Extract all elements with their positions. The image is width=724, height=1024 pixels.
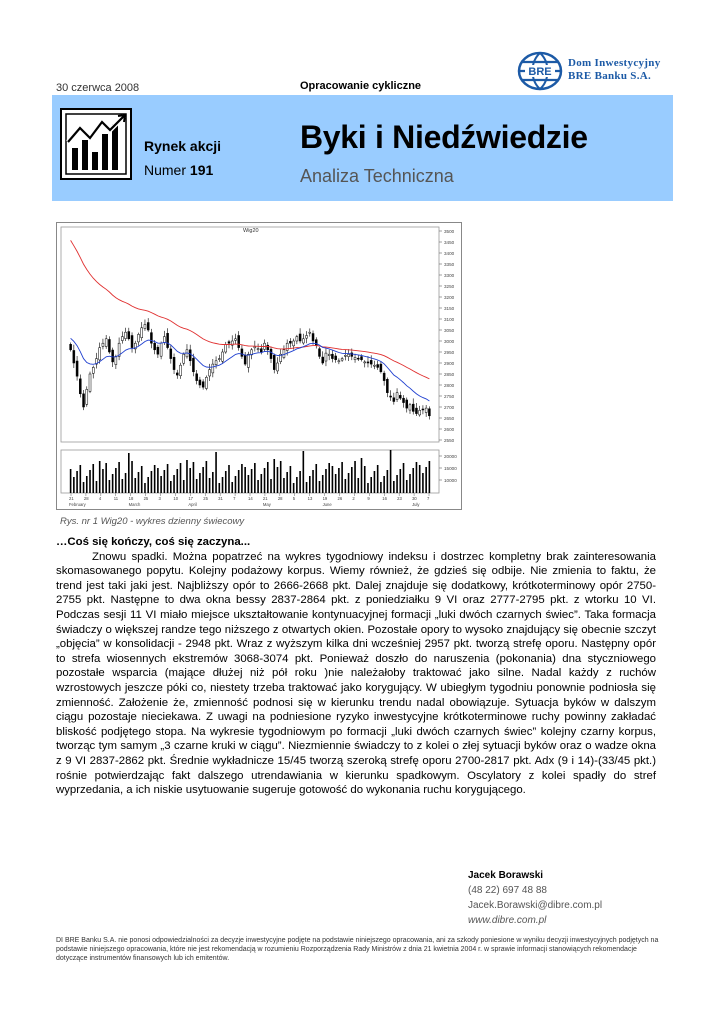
author-phone: (48 22) 697 48 88: [468, 885, 547, 896]
candle-body: [425, 408, 427, 412]
candle-body: [260, 349, 262, 352]
candle-body: [296, 337, 298, 341]
x-day-label: 18: [128, 496, 134, 501]
document-type: Opracowanie cykliczne: [300, 80, 422, 92]
candle-body: [115, 356, 117, 364]
candle-body: [99, 348, 101, 360]
candle-body: [276, 363, 278, 371]
price-tick-label: 2650: [444, 415, 455, 421]
candle-body: [202, 382, 204, 388]
price-tick-label: 3050: [444, 327, 455, 333]
candle-body: [157, 347, 159, 354]
candle-body: [415, 408, 417, 414]
candle-body: [238, 336, 240, 348]
candle-body: [312, 334, 314, 341]
candle-body: [125, 332, 127, 338]
issue-value: 191: [189, 162, 214, 178]
report-title: Byki i Niedźwiedzie: [300, 119, 588, 155]
author-name: Jacek Borawski: [468, 870, 544, 881]
title-banner: [52, 95, 673, 201]
x-day-label: 28: [83, 496, 89, 501]
candle-body: [390, 396, 392, 397]
author-email[interactable]: Jacek.Borawski@dibre.com.pl: [468, 900, 603, 911]
candle-body: [293, 341, 295, 346]
candle-body: [160, 343, 162, 356]
x-day-label: 17: [188, 496, 194, 501]
candle-body: [173, 357, 175, 369]
x-day-label: 16: [382, 496, 387, 501]
candle-body: [218, 359, 220, 360]
candle-body: [289, 341, 291, 343]
article-body: Znowu spadki. Można popatrzeć na wykres tygodniowy indeksu i dostrzec kompletny brak zainteresowania skomasowanego popytu. Kolejny podażowy korpus. Wiemy również, że gdzieś się odbije. Nie zmienia to faktu, że trend jest taki jaki jest. Najbliższy opór to 2666-2668 pkt. Dalej znajduje się dodatkowy, krótkoterminowy opór 2750-2755 pkt. Następne to dwa okna bessy 2837-2864 pkt. z poniedziałku 9 VI oraz 2777-2795 pkt. z wtorku 10 VI. Podczas sesji 11 VI miało miejsce ukształtowanie kontynuacyjnej formacji „luki dwóch czarnych świec”. Taka formacja świadczy o większej randze tego niższego z otwartych okien. Pozostałe opory to wysoko znajdujący się obecnie szczyt „objęcia” w konsolidacji - 2948 pkt. Wraz z wyższym kilka dni wcześniej 2957 pkt. tworzą strefę oporu. Następny opór to strefa wiosennych ekstremów 3068-3074 pkt. Ponieważ doszło do naruszenia (pokonania) dna styczniowego pozostałe wsparcia (mające dłużej niż pół roku )nie należałoby traktować jako silne. Nadal każdy z ruchów wzrostowych jeszcze póki co, niestety trzeba traktować jako korygujący. W ubiegłym tygodniu ponownie podniosła się zmienność. Założenie że, zmienność podnosi się w kierunku trendu nadal obowiązuje. Sytuacja byków w dalszym ciągu pozostaje nieciekawa. Z uwagi na podniesione ryzyko inwestycyjne krótkoterminowe ruchy powinny zakładać bliskość podjętego stopa. Na wykresie tygodniowym po formacji „luki dwóch czarnych świec” kolejny czarny korpus, tworząc tym samym „3 czarne kruki w ciągu”. Niezmiennie świadczy to z kolei o złej sytuacji byków oraz o wadze okna z 9 VI 2837-2862 pkt. Średnie wykładnicze 15/45 tworzą szeroką strefę oporu 2700-2817 pkt. Adx (9 i 14)-(33/45 pkt.) rośnie potwierdzając fakt dalszego utrendawiania w kierunku spadkowym. Oscylatory z kolei spadły do stref wyprzedania, a ich niskie usytuowanie sugeruje gotowość do wykonania ruchu korygującego.: [56, 550, 656, 797]
candle-body: [357, 358, 359, 359]
x-day-label: 4: [98, 496, 102, 501]
price-tick-label: 3200: [444, 294, 455, 300]
author-block: [468, 868, 602, 928]
ema-long-line: [71, 240, 430, 379]
candlestick-chart: [57, 223, 461, 509]
candle-body: [373, 365, 375, 366]
candle-body: [83, 394, 85, 407]
price-tick-label: 2800: [444, 382, 455, 388]
x-month-label: June: [322, 502, 332, 507]
candle-body: [131, 336, 133, 348]
candle-body: [299, 334, 301, 341]
candle-body: [137, 334, 139, 341]
ema-short-line: [71, 338, 430, 401]
candle-body: [318, 349, 320, 357]
x-day-label: 7: [233, 496, 236, 501]
brand-line-2: BRE Banku S.A.: [568, 70, 652, 82]
candle-body: [309, 332, 311, 333]
legal-disclaimer: DI BRE Banku S.A. nie ponosi odpowiedzialności za decyzje inwestycyjne podjęte na podstawie niniejszego opracowania, ani za szkody poniesione w wyniku decyzji inwestycyjnych podjętych na podstawie niniejszego opracowania, które nie jest rekomendacją w rozumieniu Rozporządzenia Rady Ministrów z dnia 21 kwietnia 2004 r. w sprawie informacji stanowiących rekomendacje dotyczące instrumentów finansowych lub ich emitentów.: [56, 937, 659, 962]
candle-body: [112, 350, 114, 362]
candle-body: [180, 365, 182, 376]
article-heading: …Coś się kończy, coś się zaczyna...: [56, 536, 251, 548]
x-day-label: 19: [322, 496, 328, 501]
candle-body: [428, 409, 430, 416]
brand-mark: BRE: [528, 66, 552, 78]
volume-tick-label: 15000: [444, 465, 457, 471]
candle-body: [306, 336, 308, 339]
candle-body: [325, 353, 327, 361]
price-tick-label: 3400: [444, 250, 455, 256]
candle-body: [354, 358, 356, 360]
candle-body: [199, 380, 201, 385]
candle-body: [89, 374, 91, 391]
x-day-label: 25: [203, 496, 208, 501]
candle-body: [205, 377, 207, 388]
candle-body: [128, 332, 130, 339]
section-name: Rynek akcji: [144, 138, 222, 154]
x-day-label: 26: [337, 496, 343, 501]
price-tick-label: 3350: [444, 261, 455, 267]
figure-caption: Rys. nr 1 Wig20 - wykres dzienny świecowy: [60, 516, 245, 527]
author-website[interactable]: www.dibre.com.pl: [468, 915, 547, 926]
candle-body: [150, 333, 152, 344]
price-tick-label: 2850: [444, 371, 455, 377]
candle-body: [283, 350, 285, 358]
candle-body: [380, 364, 382, 372]
candle-body: [241, 349, 243, 356]
candle-body: [341, 359, 343, 361]
price-tick-label: 3000: [444, 338, 455, 344]
price-tick-label: 3150: [444, 305, 455, 311]
candle-body: [222, 352, 224, 361]
candle-body: [228, 342, 230, 344]
candle-body: [406, 400, 408, 408]
candle-body: [192, 358, 194, 372]
price-tick-label: 3250: [444, 283, 455, 289]
x-day-label: 10: [173, 496, 179, 501]
candle-body: [399, 395, 401, 398]
candle-body: [419, 410, 421, 415]
brand-logo: [516, 50, 696, 92]
price-tick-label: 2550: [444, 437, 455, 443]
chart-title: Wig20: [243, 228, 259, 234]
candle-body: [328, 354, 330, 356]
x-month-label: February: [69, 502, 86, 507]
wig20-chart: [56, 222, 462, 510]
candle-body: [331, 354, 333, 358]
candle-body: [377, 365, 379, 368]
issue-label: Numer: [144, 162, 187, 178]
candle-body: [76, 361, 78, 376]
x-month-label: May: [262, 502, 271, 507]
price-tick-label: 2700: [444, 404, 455, 410]
candle-body: [370, 360, 372, 364]
candle-body: [105, 339, 107, 347]
candle-body: [209, 370, 211, 376]
article: [56, 535, 656, 798]
candle-body: [189, 350, 191, 361]
candle-body: [121, 337, 123, 341]
candle-body: [409, 405, 411, 410]
x-day-label: 11: [113, 496, 119, 501]
candle-body: [196, 374, 198, 381]
candle-body: [254, 347, 256, 348]
candle-body: [212, 364, 214, 373]
candle-body: [70, 344, 72, 350]
candle-body: [322, 357, 324, 363]
brand-name: [568, 57, 661, 83]
x-day-label: 28: [277, 496, 283, 501]
candle-body: [267, 345, 269, 350]
price-panel-border: [61, 227, 439, 442]
x-day-label: 23: [397, 496, 402, 501]
candle-body: [141, 328, 143, 338]
x-day-label: 30: [412, 496, 417, 501]
candle-body: [273, 355, 275, 369]
x-day-label: 31: [218, 496, 223, 501]
candle-body: [335, 356, 337, 360]
candle-body: [154, 343, 156, 350]
candle-body: [170, 349, 172, 359]
x-month-label: April: [188, 502, 197, 507]
price-tick-label: 3300: [444, 272, 455, 278]
candle-body: [92, 367, 94, 373]
candle-body: [393, 398, 395, 402]
candle-body: [361, 357, 363, 360]
candle-body: [86, 389, 88, 404]
issue-number: [144, 162, 213, 178]
bull-bear-chart-icon: [60, 108, 132, 180]
volume-panel-border: [61, 450, 439, 493]
candle-body: [244, 355, 246, 364]
candle-body: [79, 379, 81, 394]
x-day-label: 2: [352, 496, 355, 501]
candle-body: [344, 355, 346, 356]
candle-body: [257, 349, 259, 350]
x-day-label: 7: [427, 496, 430, 501]
candle-body: [403, 398, 405, 402]
candle-body: [386, 379, 388, 392]
candle-body: [144, 325, 146, 329]
candle-body: [338, 361, 340, 362]
candle-body: [167, 333, 169, 347]
report-subtitle: Analiza Techniczna: [300, 166, 454, 186]
x-day-label: 25: [143, 496, 149, 501]
x-day-label: 5: [292, 496, 296, 501]
candle-body: [270, 349, 272, 358]
candle-body: [315, 340, 317, 346]
candle-body: [234, 339, 236, 341]
x-day-label: 21: [69, 496, 74, 501]
price-tick-label: 2900: [444, 360, 455, 366]
candle-body: [364, 362, 366, 363]
candle-body: [412, 404, 414, 411]
candle-body: [163, 337, 165, 343]
price-tick-label: 3450: [444, 239, 455, 245]
x-day-label: 9: [367, 496, 370, 501]
candle-body: [225, 344, 227, 352]
candle-body: [367, 362, 369, 363]
x-month-label: March: [128, 502, 141, 507]
candle-body: [215, 361, 217, 365]
candle-body: [147, 323, 149, 330]
x-day-label: 3: [158, 496, 161, 501]
candle-body: [383, 373, 385, 380]
price-tick-label: 3100: [444, 316, 455, 322]
brand-line-1: Dom Inwestycyjny: [568, 57, 661, 69]
candle-body: [176, 373, 178, 375]
candle-body: [73, 350, 75, 363]
x-day-label: 14: [248, 496, 253, 501]
volume-tick-label: 20000: [444, 453, 457, 459]
candle-body: [396, 393, 398, 400]
price-tick-label: 2600: [444, 426, 455, 432]
globe-logo-icon: [516, 50, 564, 92]
price-tick-label: 3500: [444, 228, 455, 234]
candle-body: [183, 354, 185, 363]
price-tick-label: 2750: [444, 393, 455, 399]
x-day-label: 13: [307, 496, 313, 501]
candle-body: [247, 354, 249, 367]
candle-body: [302, 339, 304, 343]
price-tick-label: 2950: [444, 349, 455, 355]
report-date: 30 czerwca 2008: [56, 82, 140, 94]
x-day-label: 21: [262, 496, 268, 501]
candle-body: [108, 339, 110, 352]
x-month-label: July: [412, 502, 420, 507]
candle-body: [422, 409, 424, 410]
candle-body: [286, 343, 288, 350]
volume-tick-label: 10000: [444, 477, 457, 483]
candle-body: [348, 354, 350, 356]
candle-body: [102, 343, 104, 346]
